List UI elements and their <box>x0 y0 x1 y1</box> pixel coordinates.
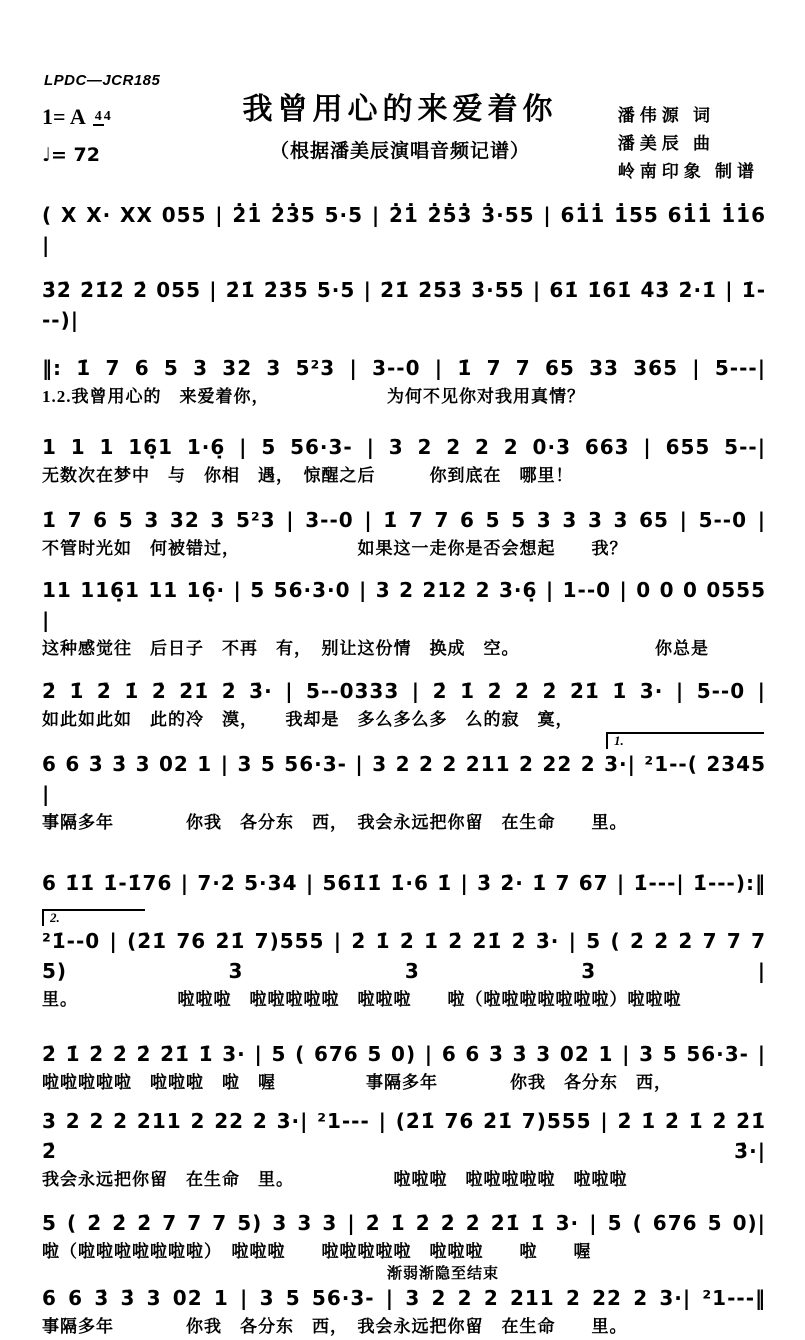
catalog-number: LPDC—JCR185 <box>44 72 161 89</box>
score-systems <box>42 200 766 1340</box>
score-system <box>42 432 766 489</box>
song-subtitle: （根据潘美辰演唱音频记谱） <box>269 141 530 162</box>
score-system <box>42 1039 766 1096</box>
score-system <box>42 200 766 260</box>
notation-line: 6 6 3̇ 3̇ 3 02 1 | 3 5 56·3- | 3 2 2 2 211 2 22 2 3·| ²1--( 2345 | <box>42 752 766 806</box>
volta-label: 1. <box>614 733 624 748</box>
score-system <box>42 733 766 836</box>
lyrics-line: 无数次在梦中 与 你相 遇， 惊醒之后 你到底在 哪里！ <box>42 466 574 485</box>
score-system <box>42 1266 766 1340</box>
key-signature-text: 1= A <box>42 104 86 129</box>
notation-line: ²1̇--0 | (2̇1̇ 76 2̇1̇ 7)555 | 2̇ 1̇ 2̇ 1̇ 2̇ 2̇1̇ 2̇ 3̇· | 5 ( 2̇ 2̇ 2̇ 7 7 7 5) 3 3 3 | <box>42 929 766 983</box>
lyrics-line: 事隔多年 你我 各分东 西， 我会永远把你留 在生命 里。 <box>42 1317 628 1336</box>
notation-line: ‖: 1̇ 7 6 5 3 32 3 5²3 | 3--0 | 1̇ 7 7 65 33 365 | 5---| <box>42 356 766 380</box>
lyrics-line: 啦啦啦啦啦 啦啦啦 啦 喔 事隔多年 你我 各分东 西， <box>42 1073 672 1092</box>
credit-composer: 潘美辰 曲 <box>617 134 715 153</box>
lyrics-line: 如此如此如 此的冷 漠， 我却是 多么多么多 么的寂 寞， <box>42 710 574 729</box>
score-system <box>42 1106 766 1193</box>
lyrics-line: 这种感觉往 后日子 不再 有， 别让这份情 换成 空。 你总是 <box>42 639 709 658</box>
score-system <box>42 505 766 562</box>
notation-line: ( X X· XX 055 | 2̇1̇ 2̇3̇5 5·5 | 2̇1̇ 2̇5̇3̇ 3̇·55 | 61̇1̇ 1̇55 61̇1̇ 1̇1̇6 | <box>42 203 766 257</box>
score-system <box>42 910 766 1013</box>
time-signature-numerator: 4 <box>94 109 102 125</box>
notation-line: 6 1̇1̇ 1̇-1̇76 | 7·2̇ 5·34 | 561̇1̇ 1̇·6 1̇ | 3̇ 2̇· 1̇ 7 67 | 1̇---| 1̇---):‖ <box>42 871 766 895</box>
song-title: 我曾用心的来爱着你 <box>242 93 558 126</box>
score-system <box>42 1208 766 1265</box>
notation-line: 5 ( 2̇ 2̇ 2̇ 7 7 7 5) 3 3 3 | 2̇ 1̇ 2̇ 2̇ 2̇ 2̇1̇ 1̇ 3· | 5 ( 676 5 0)| <box>42 1211 766 1235</box>
score-system <box>42 868 766 898</box>
score-system <box>42 676 766 733</box>
score-system <box>42 353 766 410</box>
lyrics-line: 1.2.我曾用心的 来爱着你， 为何不见你对我用真情？ <box>42 387 585 406</box>
notation-line: 3 2 2 2 211 2 22 2 3·| ²1--- | (2̇1̇ 76 2̇1̇ 7)555 | 2̇ 1̇ 2̇ 1̇ 2̇ 2̇1̇ 2̇ 3̇·| <box>42 1109 766 1163</box>
lyrics-line: 我会永远把你留 在生命 里。 啦啦啦 啦啦啦啦啦 啦啦啦 <box>42 1170 628 1189</box>
volta-bracket <box>42 909 145 926</box>
key-signature <box>42 104 111 130</box>
tempo-marking <box>42 144 100 166</box>
score-system <box>42 275 766 335</box>
credit-lyricist: 潘伟源 词 <box>617 106 715 125</box>
lyrics-line: 不管时光如 何被错过， 如果这一走你是否会想起 我？ <box>42 539 628 558</box>
tempo-value: = 72 <box>50 144 100 166</box>
notation-line: 11 116̣1 11 16̣· | 5 56·3·0 | 3 2 212 2 3·6̣ | 1--0 | 0 0 0 0555 | <box>42 578 766 632</box>
notation-line: 1 1 1 16̣1 1·6̣ | 5 56·3- | 3 2 2 2 2 0·3 663 | 655 5--| <box>42 435 766 459</box>
lyrics-line: 里。 啦啦啦 啦啦啦啦啦 啦啦啦 啦（啦啦啦啦啦啦啦）啦啦啦 <box>42 990 682 1009</box>
volta-bracket <box>606 732 764 749</box>
lyrics-line: 啦（啦啦啦啦啦啦啦） 啦啦啦 啦啦啦啦啦 啦啦啦 啦 喔 <box>42 1242 592 1261</box>
notation-line: 1̇ 7 6 5 3 32 3 5²3 | 3--0 | 1̇ 7 7 6 5 5 3 3 3 3 65 | 5--0 | <box>42 508 766 532</box>
dynamics-annotation: 渐弱渐隐至结束 <box>387 1266 500 1282</box>
notation-line: 2̇ 1̇ 2̇ 1̇ 2̇ 2̇1̇ 2̇ 3̇· | 5--0333 | 2̇ 1̇ 2̇ 2̇ 2̇ 2̇1̇ 1̇ 3· | 5--0 | <box>42 679 766 703</box>
notation-line: 3̇2̇ 2̇1̇2̇ 2̇ 055 | 2̇1̇ 2̇3̇5 5·5 | 2̇1̇ 2̇5̇3̇ 3̇·55 | 61̇ 1̇61̇ 4̇3̇ 2̇·1̇ | 1̇---)| <box>42 278 766 332</box>
quarter-note-icon: ♩ <box>42 144 51 166</box>
score-system <box>42 575 766 662</box>
lyrics-line: 事隔多年 你我 各分东 西， 我会永远把你留 在生命 里。 <box>42 813 628 832</box>
time-signature-denominator: 4 <box>103 109 111 125</box>
credit-transcriber: 岭南印象 制谱 <box>617 162 759 181</box>
credits-block <box>618 102 759 186</box>
time-signature <box>93 109 111 124</box>
notation-line: 6 6 3̇ 3̇ 3 02 1 | 3 5 56·3- | 3 2 2 2 211 2 22 2 3·| ²1---‖ <box>42 1286 766 1310</box>
notation-line: 2̇ 1̇ 2̇ 2̇ 2̇ 2̇1̇ 1̇ 3· | 5 ( 676 5 0) | 6 6 3̇ 3̇ 3 02 1 | 3 5 56·3- | <box>42 1042 766 1066</box>
volta-label: 2. <box>50 910 60 925</box>
